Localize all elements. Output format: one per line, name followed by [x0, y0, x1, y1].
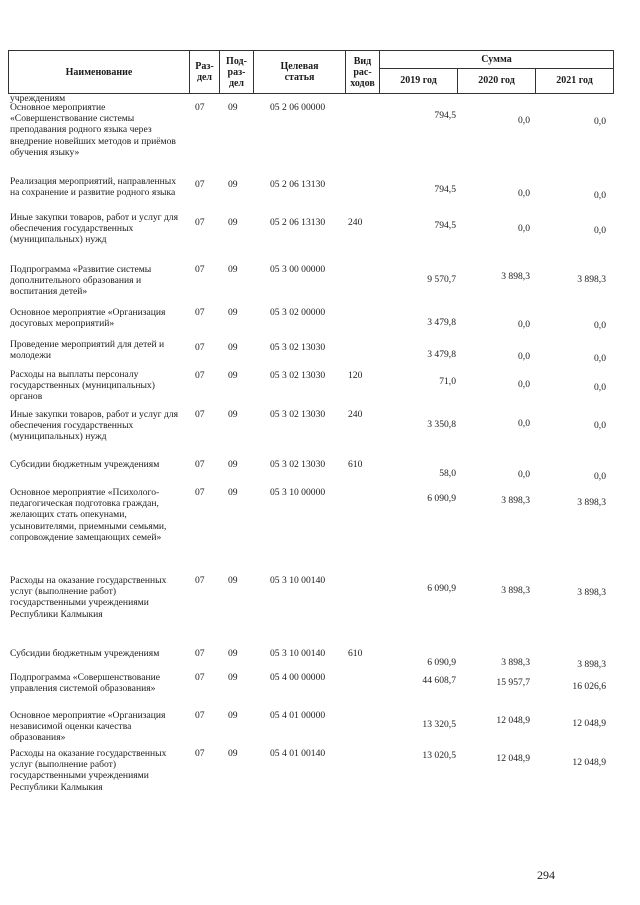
row-sum-2019: 3 479,8 [427, 349, 456, 360]
row-razdel: 07 [195, 409, 205, 420]
row-podrazdel: 09 [228, 487, 238, 498]
row-target-article: 05 2 06 13130 [270, 217, 326, 228]
row-target-article: 05 4 01 00140 [270, 748, 326, 759]
row-name: Основное мероприятие «Организация независимой оценки качества образования» [10, 710, 166, 744]
row-sum-2020: 12 048,9 [496, 715, 530, 726]
row-target-article: 05 3 02 13030 [270, 342, 326, 353]
row-target-article: 05 3 10 00140 [270, 575, 326, 586]
row-razdel: 07 [195, 217, 205, 228]
row-sum-2020: 15 957,7 [496, 677, 530, 688]
row-expense-type: 240 [348, 409, 363, 420]
row-sum-2020: 0,0 [518, 351, 530, 362]
row-target-article: 05 4 01 00000 [270, 710, 326, 721]
row-razdel: 07 [195, 648, 205, 659]
header-name: Наименование [9, 51, 190, 93]
row-target-article: 05 3 00 00000 [270, 264, 326, 275]
row-name: Расходы на оказание государственных услуг (выполнение работ) государственными учреждениями Республики Калмыкия [10, 748, 167, 793]
row-sum-2021: 0,0 [594, 320, 606, 331]
row-target-article: 05 3 10 00140 [270, 648, 326, 659]
row-sum-2021: 0,0 [594, 420, 606, 431]
row-sum-2019: 794,5 [434, 110, 456, 121]
row-sum-2021: 0,0 [594, 190, 606, 201]
row-name: Субсидии бюджетным учреждениям [10, 648, 160, 659]
row-podrazdel: 09 [228, 672, 238, 683]
row-sum-2020: 12 048,9 [496, 753, 530, 764]
row-podrazdel: 09 [228, 648, 238, 659]
row-sum-2021: 0,0 [594, 382, 606, 393]
row-sum-2020: 0,0 [518, 418, 530, 429]
row-sum-2019: 71,0 [439, 376, 456, 387]
row-sum-2020: 3 898,3 [501, 271, 530, 282]
row-name: Субсидии бюджетным учреждениям [10, 459, 160, 470]
row-podrazdel: 09 [228, 409, 238, 420]
header-2021: 2021 год [556, 75, 593, 86]
row-name: Подпрограмма «Развитие системы дополнительного образования и воспитания детей» [10, 264, 152, 298]
row-name: Иные закупки товаров, работ и услуг для обеспечения государственных (муниципальных) нужд [10, 212, 179, 246]
row-sum-2020: 0,0 [518, 469, 530, 480]
row-sum-2020: 3 898,3 [501, 585, 530, 596]
row-sum-2019: 6 090,9 [427, 583, 456, 594]
page-number: 294 [537, 868, 555, 882]
row-name: Реализация мероприятий, направленных на сохранение и развитие родного языка [10, 176, 177, 199]
row-razdel: 07 [195, 370, 205, 381]
row-razdel: 07 [195, 459, 205, 470]
row-name: Иные закупки товаров, работ и услуг для обеспечения государственных (муниципальных) нужд [10, 409, 179, 443]
table-header [8, 50, 614, 94]
row-sum-2020: 3 898,3 [501, 495, 530, 506]
row-podrazdel: 09 [228, 102, 238, 113]
row-podrazdel: 09 [228, 459, 238, 470]
row-razdel: 07 [195, 710, 205, 721]
header-razdel: Раз- дел [190, 51, 220, 93]
row-sum-2021: 12 048,9 [572, 718, 606, 729]
row-target-article: 05 3 02 13030 [270, 370, 326, 381]
row-sum-2019: 3 479,8 [427, 317, 456, 328]
row-name: учреждениям [10, 93, 66, 104]
row-podrazdel: 09 [228, 217, 238, 228]
row-sum-2019: 58,0 [439, 468, 456, 479]
row-podrazdel: 09 [228, 748, 238, 759]
row-sum-2021: 16 026,6 [572, 681, 606, 692]
row-sum-2019: 9 570,7 [427, 274, 456, 285]
header-podrazdel: Под- раз- дел [220, 51, 254, 93]
row-sum-2020: 0,0 [518, 319, 530, 330]
row-razdel: 07 [195, 487, 205, 498]
row-expense-type: 120 [348, 370, 363, 381]
header-cs: Целевая статья [254, 51, 346, 93]
row-razdel: 07 [195, 342, 205, 353]
row-sum-2021: 0,0 [594, 471, 606, 482]
row-sum-2019: 13 020,5 [422, 750, 456, 761]
row-sum-2019: 6 090,9 [427, 657, 456, 668]
row-sum-2020: 0,0 [518, 115, 530, 126]
row-sum-2019: 3 350,8 [427, 419, 456, 430]
row-sum-2019: 794,5 [434, 220, 456, 231]
row-podrazdel: 09 [228, 179, 238, 190]
row-sum-2020: 0,0 [518, 223, 530, 234]
row-razdel: 07 [195, 575, 205, 586]
row-podrazdel: 09 [228, 307, 238, 318]
row-sum-2019: 44 608,7 [422, 675, 456, 686]
row-podrazdel: 09 [228, 370, 238, 381]
row-name: Расходы на выплаты персоналу государственных (муниципальных) органов [10, 369, 155, 403]
row-razdel: 07 [195, 672, 205, 683]
header-2019: 2019 год [380, 68, 458, 93]
row-sum-2020: 0,0 [518, 188, 530, 199]
row-razdel: 07 [195, 748, 205, 759]
row-podrazdel: 09 [228, 264, 238, 275]
row-expense-type: 240 [348, 217, 363, 228]
row-sum-2021: 12 048,9 [572, 757, 606, 768]
row-sum-2020: 3 898,3 [501, 657, 530, 668]
row-razdel: 07 [195, 307, 205, 318]
row-sum-2021: 3 898,3 [577, 659, 606, 670]
header-vr: Вид рас- ходов [346, 51, 380, 93]
row-name: Основное мероприятие «Организация досуговых мероприятий» [10, 307, 166, 330]
row-target-article: 05 4 00 00000 [270, 672, 326, 683]
row-target-article: 05 3 02 13030 [270, 459, 326, 470]
row-name: Расходы на оказание государственных услуг (выполнение работ) государственными учреждениями Республики Калмыкия [10, 575, 167, 620]
row-podrazdel: 09 [228, 710, 238, 721]
row-name: Подпрограмма «Совершенствование управления системой образования» [10, 672, 160, 695]
row-sum-2021: 3 898,3 [577, 497, 606, 508]
row-expense-type: 610 [348, 459, 363, 470]
row-sum-2021: 0,0 [594, 353, 606, 364]
row-podrazdel: 09 [228, 575, 238, 586]
row-target-article: 05 3 10 00000 [270, 487, 326, 498]
row-sum-2019: 13 320,5 [422, 719, 456, 730]
row-expense-type: 610 [348, 648, 363, 659]
row-target-article: 05 2 06 00000 [270, 102, 326, 113]
row-razdel: 07 [195, 179, 205, 190]
row-name: Проведение мероприятий для детей и молодежи [10, 339, 165, 362]
row-sum-2019: 6 090,9 [427, 493, 456, 504]
row-sum-2021: 0,0 [594, 225, 606, 236]
header-2020: 2020 год [458, 68, 536, 93]
row-podrazdel: 09 [228, 342, 238, 353]
row-razdel: 07 [195, 264, 205, 275]
row-target-article: 05 3 02 00000 [270, 307, 326, 318]
row-sum-2019: 794,5 [434, 184, 456, 195]
row-sum-2021: 3 898,3 [577, 587, 606, 598]
row-sum-2020: 0,0 [518, 379, 530, 390]
row-target-article: 05 3 02 13030 [270, 409, 326, 420]
row-name: Основное мероприятие «Психолого-педагогическая подготовка граждан, желающих стать опекунами, усыновителями, приемными семьями, сопровождение замещающих семей» [10, 487, 167, 543]
row-target-article: 05 2 06 13130 [270, 179, 326, 190]
row-name: Основное мероприятие «Совершенствование системы преподавания родного языка через внедрение новейших методов и приёмов обучения языку» [10, 102, 176, 158]
header-summa: Сумма [481, 54, 512, 65]
row-sum-2021: 3 898,3 [577, 274, 606, 285]
row-sum-2021: 0,0 [594, 116, 606, 127]
row-razdel: 07 [195, 102, 205, 113]
